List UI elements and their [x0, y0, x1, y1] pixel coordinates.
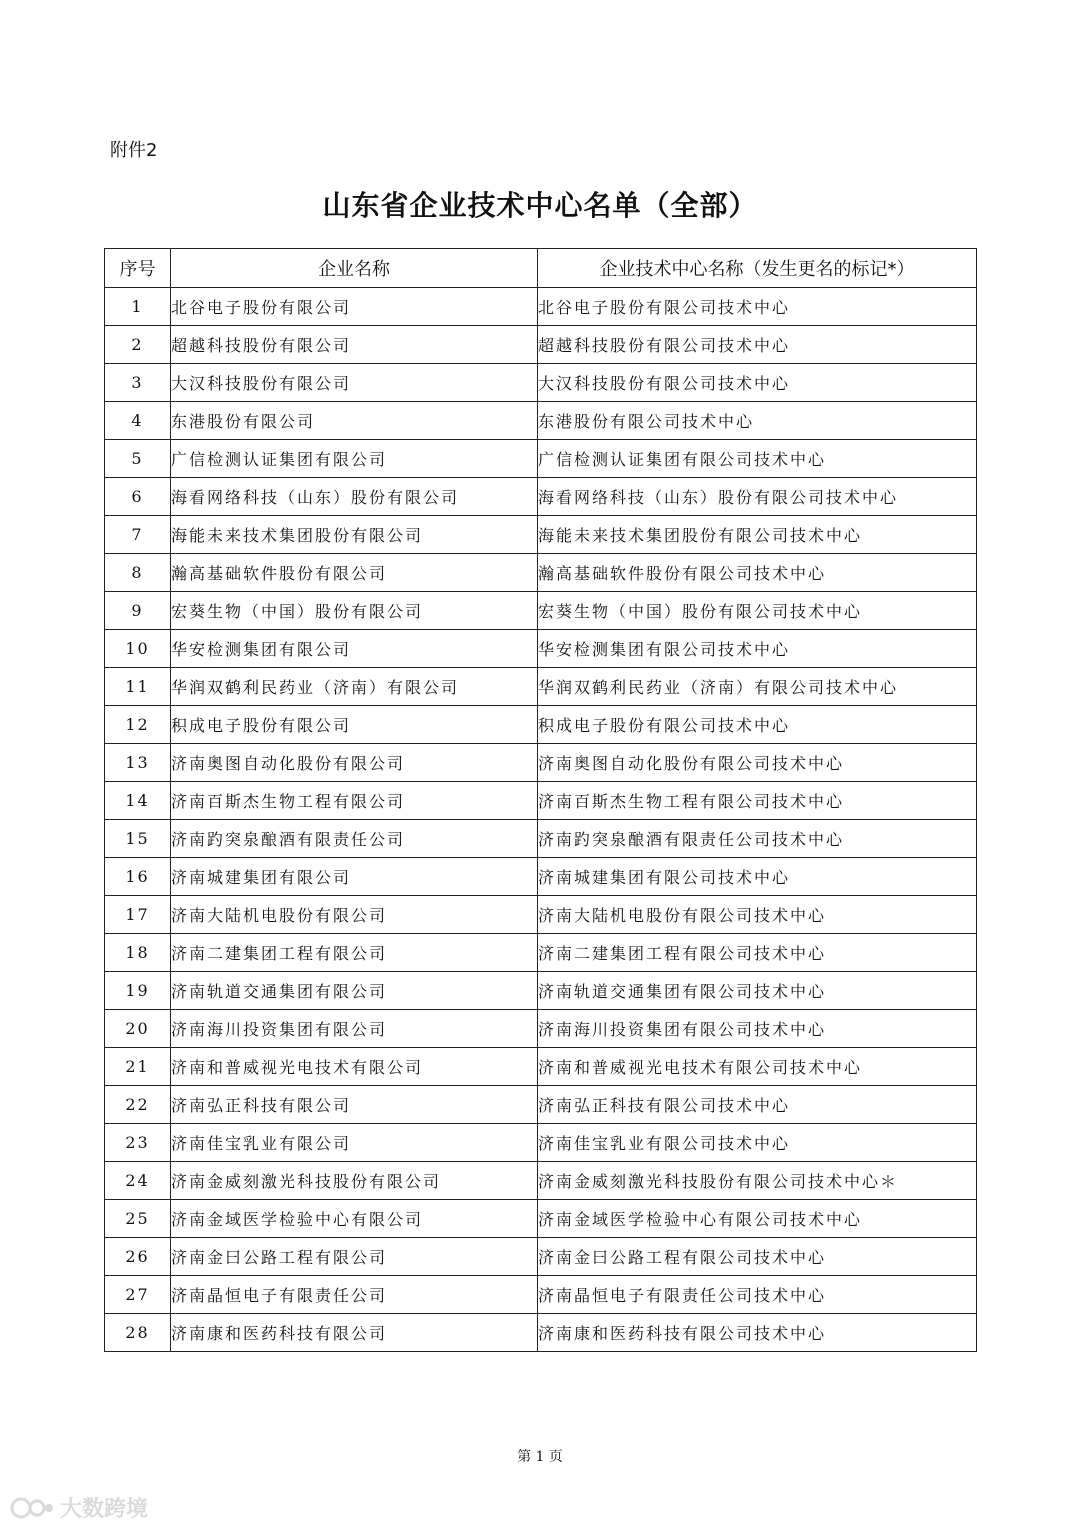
company-name: 济南和普威视光电技术有限公司 — [171, 1048, 538, 1086]
company-name: 济南趵突泉酿酒有限责任公司 — [171, 820, 538, 858]
table-row — [105, 288, 977, 326]
row-number: 6 — [105, 478, 171, 516]
table-row — [105, 1238, 977, 1276]
row-number: 8 — [105, 554, 171, 592]
table-row — [105, 782, 977, 820]
row-number: 11 — [105, 668, 171, 706]
header-center: 企业技术中心名称（发生更名的标记*） — [538, 249, 977, 288]
center-name: 瀚高基础软件股份有限公司技术中心 — [538, 554, 977, 592]
company-name: 济南弘正科技有限公司 — [171, 1086, 538, 1124]
table-row — [105, 478, 977, 516]
center-name: 华安检测集团有限公司技术中心 — [538, 630, 977, 668]
company-name: 瀚高基础软件股份有限公司 — [171, 554, 538, 592]
company-name: 北谷电子股份有限公司 — [171, 288, 538, 326]
row-number: 1 — [105, 288, 171, 326]
table-row — [105, 440, 977, 478]
company-name: 广信检测认证集团有限公司 — [171, 440, 538, 478]
company-name: 济南晶恒电子有限责任公司 — [171, 1276, 538, 1314]
table-row — [105, 326, 977, 364]
company-name: 济南轨道交通集团有限公司 — [171, 972, 538, 1010]
row-number: 19 — [105, 972, 171, 1010]
row-number: 10 — [105, 630, 171, 668]
company-name: 济南城建集团有限公司 — [171, 858, 538, 896]
center-name: 东港股份有限公司技术中心 — [538, 402, 977, 440]
row-number: 14 — [105, 782, 171, 820]
row-number: 18 — [105, 934, 171, 972]
company-name: 宏葵生物（中国）股份有限公司 — [171, 592, 538, 630]
row-number: 23 — [105, 1124, 171, 1162]
row-number: 24 — [105, 1162, 171, 1200]
center-name: 大汉科技股份有限公司技术中心 — [538, 364, 977, 402]
company-name: 大汉科技股份有限公司 — [171, 364, 538, 402]
company-name: 济南金曰公路工程有限公司 — [171, 1238, 538, 1276]
center-name: 济南二建集团工程有限公司技术中心 — [538, 934, 977, 972]
table-row — [105, 706, 977, 744]
row-number: 27 — [105, 1276, 171, 1314]
company-name: 济南金域医学检验中心有限公司 — [171, 1200, 538, 1238]
center-name: 超越科技股份有限公司技术中心 — [538, 326, 977, 364]
center-name: 济南轨道交通集团有限公司技术中心 — [538, 972, 977, 1010]
table-row — [105, 402, 977, 440]
table-row — [105, 820, 977, 858]
header-company: 企业名称 — [171, 249, 538, 288]
row-number: 22 — [105, 1086, 171, 1124]
company-name: 华润双鹤利民药业（济南）有限公司 — [171, 668, 538, 706]
header-seq: 序号 — [105, 249, 171, 288]
document-title: 山东省企业技术中心名单（全部） — [322, 189, 758, 222]
center-name: 济南弘正科技有限公司技术中心 — [538, 1086, 977, 1124]
center-name: 济南百斯杰生物工程有限公司技术中心 — [538, 782, 977, 820]
row-number: 25 — [105, 1200, 171, 1238]
company-name: 积成电子股份有限公司 — [171, 706, 538, 744]
company-name: 华安检测集团有限公司 — [171, 630, 538, 668]
table-row — [105, 1010, 977, 1048]
table-row — [105, 364, 977, 402]
table-row — [105, 516, 977, 554]
center-name: 海能未来技术集团股份有限公司技术中心 — [538, 516, 977, 554]
company-name: 济南大陆机电股份有限公司 — [171, 896, 538, 934]
enterprise-table — [104, 248, 977, 1352]
center-name: 济南海川投资集团有限公司技术中心 — [538, 1010, 977, 1048]
table-row — [105, 630, 977, 668]
watermark — [10, 1492, 148, 1523]
row-number: 2 — [105, 326, 171, 364]
table-row — [105, 1124, 977, 1162]
center-name: 济南大陆机电股份有限公司技术中心 — [538, 896, 977, 934]
table-row — [105, 1314, 977, 1352]
center-name: 济南金威刻激光科技股份有限公司技术中心＊ — [538, 1162, 977, 1200]
table-row — [105, 934, 977, 972]
table-row — [105, 858, 977, 896]
table-row — [105, 896, 977, 934]
table-header-row — [105, 249, 977, 288]
company-name: 济南佳宝乳业有限公司 — [171, 1124, 538, 1162]
center-name: 积成电子股份有限公司技术中心 — [538, 706, 977, 744]
center-name: 济南康和医药科技有限公司技术中心 — [538, 1314, 977, 1352]
page-number: 第 1 页 — [517, 1449, 563, 1465]
row-number: 28 — [105, 1314, 171, 1352]
row-number: 17 — [105, 896, 171, 934]
row-number: 5 — [105, 440, 171, 478]
company-name: 海能未来技术集团股份有限公司 — [171, 516, 538, 554]
center-name: 济南晶恒电子有限责任公司技术中心 — [538, 1276, 977, 1314]
center-name: 济南城建集团有限公司技术中心 — [538, 858, 977, 896]
row-number: 12 — [105, 706, 171, 744]
company-name: 东港股份有限公司 — [171, 402, 538, 440]
row-number: 3 — [105, 364, 171, 402]
attachment-label: 附件2 — [110, 140, 158, 161]
row-number: 15 — [105, 820, 171, 858]
center-name: 济南和普威视光电技术有限公司技术中心 — [538, 1048, 977, 1086]
row-number: 26 — [105, 1238, 171, 1276]
center-name: 济南金曰公路工程有限公司技术中心 — [538, 1238, 977, 1276]
company-name: 超越科技股份有限公司 — [171, 326, 538, 364]
row-number: 16 — [105, 858, 171, 896]
company-name: 海看网络科技（山东）股份有限公司 — [171, 478, 538, 516]
center-name: 海看网络科技（山东）股份有限公司技术中心 — [538, 478, 977, 516]
center-name: 北谷电子股份有限公司技术中心 — [538, 288, 977, 326]
table-row — [105, 668, 977, 706]
table-row — [105, 1276, 977, 1314]
company-name: 济南康和医药科技有限公司 — [171, 1314, 538, 1352]
row-number: 20 — [105, 1010, 171, 1048]
row-number: 9 — [105, 592, 171, 630]
watermark-text: 大数跨境 — [60, 1497, 149, 1522]
company-name: 济南金威刻激光科技股份有限公司 — [171, 1162, 538, 1200]
center-name: 济南金域医学检验中心有限公司技术中心 — [538, 1200, 977, 1238]
table-row — [105, 972, 977, 1010]
row-number: 7 — [105, 516, 171, 554]
row-number: 13 — [105, 744, 171, 782]
center-name: 华润双鹤利民药业（济南）有限公司技术中心 — [538, 668, 977, 706]
table-row — [105, 592, 977, 630]
company-name: 济南海川投资集团有限公司 — [171, 1010, 538, 1048]
center-name: 济南佳宝乳业有限公司技术中心 — [538, 1124, 977, 1162]
center-name: 广信检测认证集团有限公司技术中心 — [538, 440, 977, 478]
row-number: 21 — [105, 1048, 171, 1086]
table-row — [105, 1162, 977, 1200]
table-row — [105, 1086, 977, 1124]
table-row — [105, 744, 977, 782]
center-name: 济南趵突泉酿酒有限责任公司技术中心 — [538, 820, 977, 858]
table-row — [105, 1200, 977, 1238]
center-name: 济南奥图自动化股份有限公司技术中心 — [538, 744, 977, 782]
row-number: 4 — [105, 402, 171, 440]
company-name: 济南奥图自动化股份有限公司 — [171, 744, 538, 782]
watermark-logo-icon — [10, 1495, 54, 1521]
center-name: 宏葵生物（中国）股份有限公司技术中心 — [538, 592, 977, 630]
table-row — [105, 554, 977, 592]
company-name: 济南百斯杰生物工程有限公司 — [171, 782, 538, 820]
company-name: 济南二建集团工程有限公司 — [171, 934, 538, 972]
table-row — [105, 1048, 977, 1086]
